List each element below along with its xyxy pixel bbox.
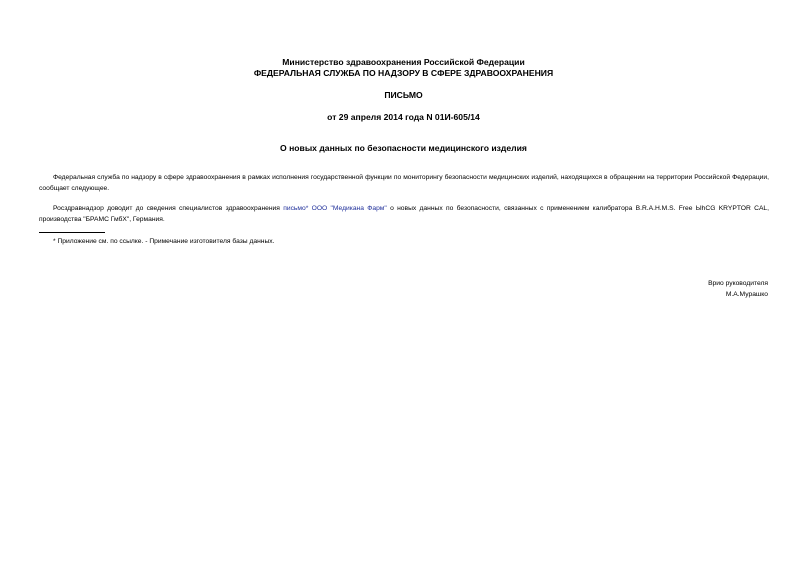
letter-link[interactable]: письмо* ООО "Медикана Фарм"	[283, 205, 387, 212]
body-paragraph-2	[39, 203, 769, 225]
footnote: * Приложение см. по ссылке. - Примечание изготовителя базы данных.	[53, 238, 275, 245]
footnote-divider	[39, 232, 105, 233]
document-subject: О новых данных по безопасности медицинского изделия	[280, 143, 527, 153]
document-type: ПИСЬМО	[384, 90, 423, 100]
paragraph-2-text-end: о новых данных по безопасности, связанных с применением калибратора B.R.A.H.M.S. Free ЫhCG KRYPTOR CAL, производства "БРАМС ГмбХ", Германия.	[39, 205, 769, 223]
paragraph-2-text-start: Росздравнадзор доводит до сведения специалистов здравоохранения	[53, 205, 284, 212]
signature-name: М.А.Мурашко	[725, 291, 768, 298]
ministry-name: Министерство здравоохранения Российской Федерации	[282, 57, 525, 67]
service-name: ФЕДЕРАЛЬНАЯ СЛУЖБА ПО НАДЗОРУ В СФЕРЕ ЗДРАВООХРАНЕНИЯ	[253, 68, 554, 78]
body-paragraph-1: Федеральная служба по надзору в сфере здравоохранения в рамках исполнения государственной функции по мониторингу безопасности медицинских изделий, находящихся в обращении на территории Российской Федерации, сообщает следующее.	[39, 174, 769, 192]
signature-role: Врио руководителя	[708, 280, 768, 287]
document-date-number: от 29 апреля 2014 года N 01И-605/14	[327, 112, 480, 122]
